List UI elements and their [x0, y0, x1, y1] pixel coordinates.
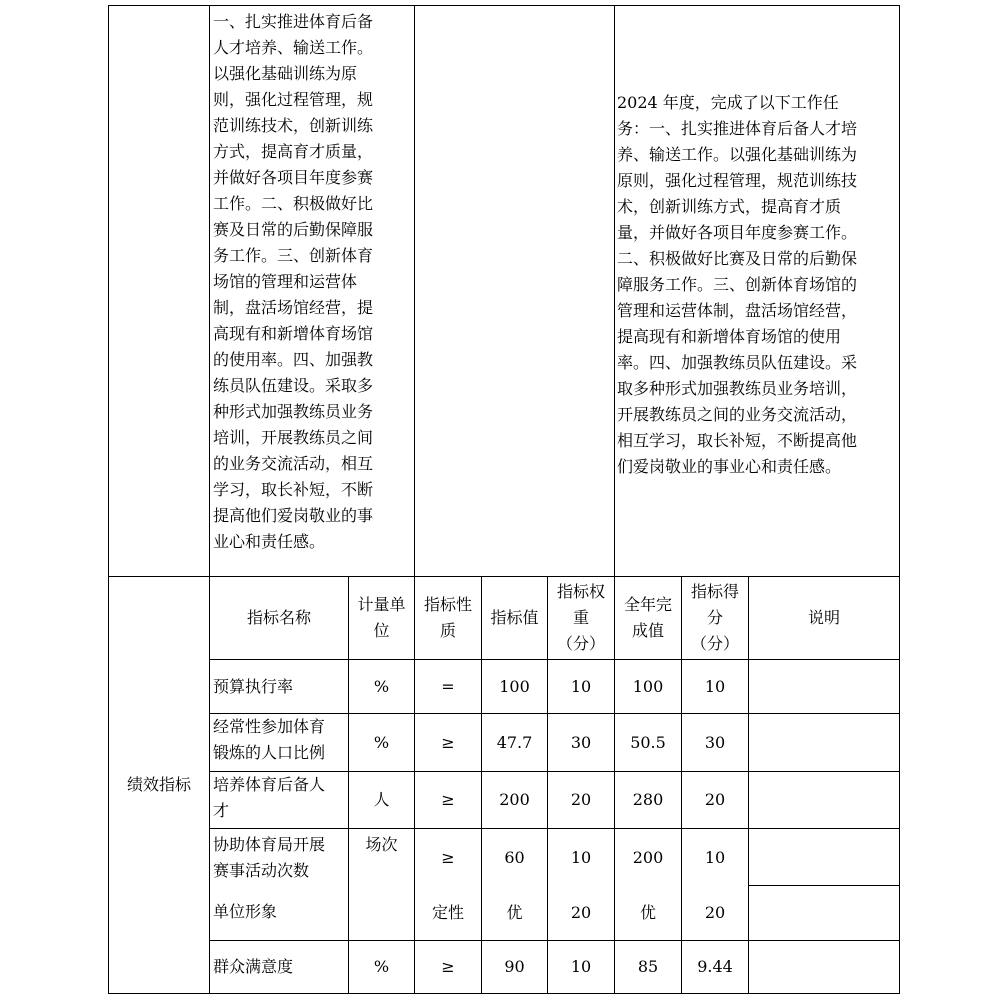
completion-text-line: 开展教练员之间的业务交流活动，: [617, 405, 858, 424]
completion-text-line: 们爱岗敬业的事业心和责任感。: [617, 457, 842, 476]
indicator-note: [749, 714, 899, 771]
indicator-name: [210, 714, 348, 771]
goal-text-line: 赛及日常的后勤保障服: [213, 220, 374, 239]
indicator-actual: 50.5: [630, 732, 666, 752]
goal-text-line: 方式，提高育才质量，: [213, 142, 374, 161]
indicator-value: 90: [504, 957, 525, 976]
indicator-nature: ≥: [441, 732, 455, 752]
goal-text-line: 培训，开展教练员之间: [213, 428, 374, 447]
goal-text-line: 学习，取长补短，不断: [213, 480, 374, 499]
indicator-score: 30: [704, 732, 726, 752]
indicator-name: 预算执行率: [213, 676, 294, 696]
indicator-name-line: 协助体育局开展: [213, 835, 326, 854]
goal-text-line: 工作。二、积极做好比: [213, 194, 374, 213]
header-score-line: （分）: [690, 634, 739, 653]
completion-text: [617, 90, 899, 480]
goal-text-line: 务工作。三、创新体育: [213, 246, 374, 265]
indicator-name: [210, 772, 348, 828]
indicator-unit: %: [373, 676, 390, 696]
indicator-unit: [349, 899, 414, 925]
goal-text-line: 一、扎实推进体育后备: [213, 12, 374, 31]
indicator-name: [210, 832, 348, 884]
indicator-weight: 20: [570, 790, 592, 809]
goal-text-line: 练员队伍建设。采取多: [213, 376, 374, 395]
header-nature-line: 指标性: [423, 595, 472, 614]
goal-text: [213, 9, 413, 555]
indicator-note: [749, 941, 899, 993]
indicator-note: [749, 772, 899, 828]
indicator-name-line: 培养体育后备人: [213, 775, 326, 794]
header-actual-line: 成值: [631, 621, 664, 640]
indicator-value: 60: [504, 848, 525, 867]
completion-text-line: 务：一、扎实推进体育后备人才培: [617, 119, 858, 138]
completion-text-line: 量，并做好各项目年度参赛工作。: [617, 223, 858, 242]
header-unit-line: 位: [373, 621, 390, 640]
indicator-actual: 85: [637, 957, 659, 976]
indicator-score: 20: [704, 790, 726, 809]
goal-text-line: 并做好各项目年度参赛: [213, 168, 374, 187]
goal-text-line: 的使用率。四、加强教: [213, 350, 374, 369]
indicator-unit: %: [373, 957, 390, 976]
goal-text-line: 场馆的管理和运营体: [213, 272, 358, 291]
header-unit: [349, 577, 414, 659]
indicator-note: [749, 829, 899, 885]
completion-text-line: 原则，强化过程管理，规范训练技: [617, 171, 858, 190]
header-unit-line: 计量单: [357, 595, 406, 614]
indicator-actual: 280: [632, 790, 664, 809]
goal-text-line: 范训练技术，创新训练: [213, 116, 374, 135]
header-actual-line: 全年完: [623, 595, 672, 614]
header-actual: [615, 577, 681, 659]
header-weight: [548, 577, 614, 659]
indicator-nature: =: [441, 676, 455, 696]
indicator-value: 100: [499, 676, 530, 696]
indicator-weight: 10: [570, 957, 592, 976]
completion-text-line: 管理和运营体制，盘活场馆经营，: [617, 301, 858, 320]
indicator-value: 47.7: [496, 732, 533, 752]
indicator-weight: 20: [570, 903, 592, 922]
header-weight-line: （分）: [556, 634, 605, 653]
indicator-name-line: 才: [213, 801, 230, 820]
indicator-weight: 10: [570, 848, 592, 867]
goal-text-line: 人才培养、输送工作。: [213, 38, 374, 57]
completion-text-line: 相互学习，取长补短，不断提高他: [617, 431, 858, 450]
indicator-name: 群众满意度: [213, 957, 294, 976]
header-weight-line: 重: [572, 608, 589, 627]
completion-text-line: 2024 年度，完成了以下工作任: [617, 93, 839, 112]
indicator-actual: 100: [632, 676, 664, 696]
indicator-value: 200: [499, 790, 530, 809]
completion-text-line: 提高现有和新增体育场馆的使用: [617, 327, 842, 346]
header-score: [682, 577, 748, 659]
section-label: 绩效指标: [126, 775, 191, 794]
completion-text-line: 术，创新训练方式，提高育才质: [617, 197, 842, 216]
completion-text-line: 率。四、加强教练员队伍建设。采: [617, 353, 858, 372]
indicator-nature: 定性: [431, 903, 464, 922]
completion-text-line: 养、输送工作。以强化基础训练为: [617, 145, 858, 164]
goal-text-line: 种形式加强教练员业务: [213, 402, 374, 421]
indicator-score: 10: [704, 676, 726, 696]
header-score-line: 分: [706, 608, 723, 627]
header-weight-line: 指标权: [556, 582, 605, 601]
indicator-unit: 场次: [365, 835, 398, 854]
indicator-unit: %: [373, 732, 390, 752]
indicator-weight: 10: [570, 676, 592, 696]
indicator-nature: ≥: [441, 957, 455, 976]
indicator-score: 10: [704, 848, 726, 867]
indicator-name: 单位形象: [213, 902, 278, 921]
completion-text-line: 取多种形式加强教练员业务培训，: [617, 379, 858, 398]
goal-text-line: 以强化基础训练为原: [213, 64, 358, 83]
completion-text-line: 障服务工作。三、创新体育场馆的: [617, 275, 858, 294]
header-indicator-name: 指标名称: [246, 608, 311, 627]
indicator-nature: ≥: [441, 848, 455, 867]
indicator-actual: 200: [632, 848, 664, 867]
indicator-value: 优: [506, 903, 523, 922]
goal-text-line: 的业务交流活动，相互: [213, 454, 374, 473]
indicator-note: [749, 660, 899, 713]
indicator-unit: 人: [373, 790, 390, 809]
header-score-line: 指标得: [690, 582, 739, 601]
indicator-nature: ≥: [441, 790, 455, 809]
header-note: 说明: [807, 608, 840, 627]
indicator-name-line: 经常性参加体育: [213, 717, 326, 736]
indicator-actual: 优: [639, 903, 656, 922]
completion-text-line: 二、积极做好比赛及日常的后勤保: [617, 249, 858, 268]
header-nature: [415, 577, 481, 659]
indicator-score: 20: [704, 903, 726, 922]
indicator-name-line: 赛事活动次数: [213, 861, 310, 880]
goal-text-line: 业心和责任感。: [213, 532, 326, 551]
goal-text-line: 制，盘活场馆经营，提: [213, 298, 374, 317]
indicator-name-line: 锻炼的人口比例: [213, 743, 326, 762]
indicator-note: [749, 886, 899, 940]
goal-text-line: 则，强化过程管理，规: [213, 90, 374, 109]
header-value: 指标值: [490, 608, 539, 627]
indicator-score: 9.44: [697, 957, 733, 976]
goal-text-line: 提高他们爱岗敬业的事: [213, 506, 374, 525]
indicator-weight: 30: [570, 732, 592, 752]
goal-text-line: 高现有和新增体育场馆: [213, 324, 374, 343]
header-nature-line: 质: [439, 621, 456, 640]
